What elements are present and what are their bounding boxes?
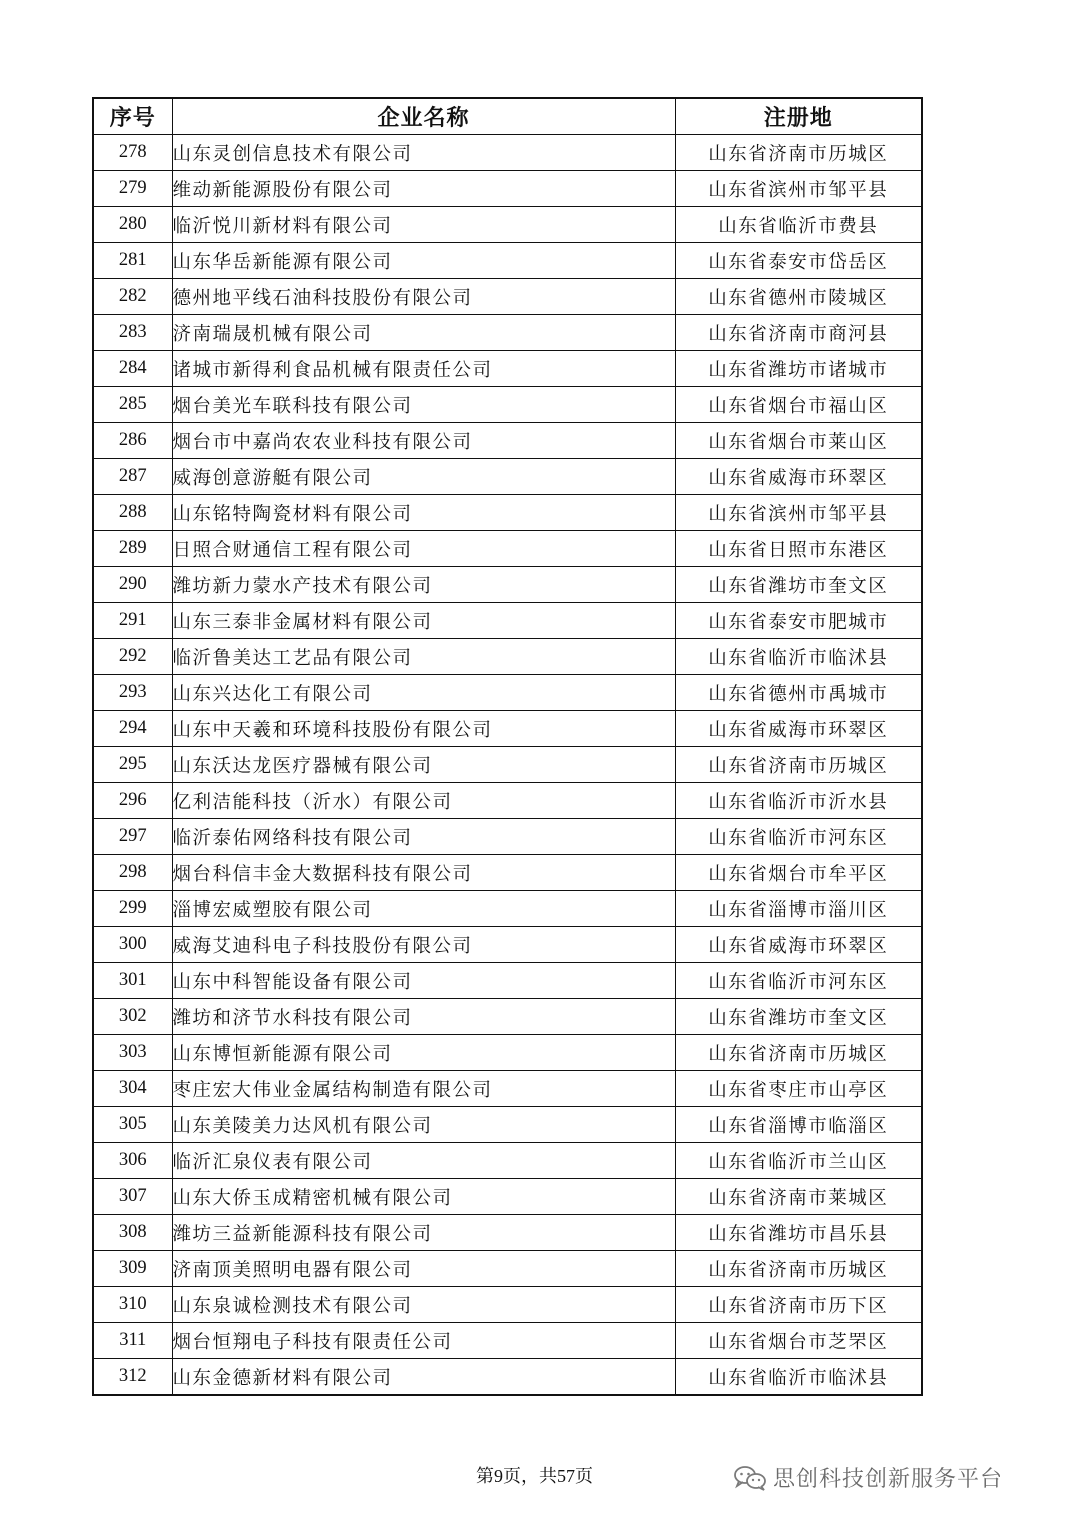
cell-registered-location: 山东省潍坊市奎文区 [675, 999, 922, 1035]
cell-registered-location: 山东省滨州市邹平县 [675, 171, 922, 207]
cell-company-name: 日照合财通信工程有限公司 [172, 531, 675, 567]
cell-registered-location: 山东省济南市历下区 [675, 1287, 922, 1323]
wechat-icon [733, 1465, 767, 1491]
cell-number: 306 [93, 1143, 172, 1179]
cell-registered-location: 山东省潍坊市奎文区 [675, 567, 922, 603]
cell-company-name: 烟台科信丰金大数据科技有限公司 [172, 855, 675, 891]
table-row [93, 747, 922, 783]
cell-company-name: 潍坊新力蒙水产技术有限公司 [172, 567, 675, 603]
cell-company-name: 山东中科智能设备有限公司 [172, 963, 675, 999]
cell-company-name: 山东铭特陶瓷材料有限公司 [172, 495, 675, 531]
table-row [93, 1215, 922, 1251]
table-row [93, 927, 922, 963]
cell-registered-location: 山东省潍坊市诸城市 [675, 351, 922, 387]
cell-company-name: 烟台恒翔电子科技有限责任公司 [172, 1323, 675, 1359]
cell-company-name: 烟台市中嘉尚农农业科技有限公司 [172, 423, 675, 459]
cell-company-name: 山东大侨玉成精密机械有限公司 [172, 1179, 675, 1215]
cell-registered-location: 山东省烟台市福山区 [675, 387, 922, 423]
cell-registered-location: 山东省滨州市邹平县 [675, 495, 922, 531]
cell-registered-location: 山东省日照市东港区 [675, 531, 922, 567]
table-row [93, 1179, 922, 1215]
cell-number: 290 [93, 567, 172, 603]
cell-number: 302 [93, 999, 172, 1035]
table-row [93, 279, 922, 315]
cell-company-name: 诸城市新得利食品机械有限责任公司 [172, 351, 675, 387]
cell-registered-location: 山东省烟台市芝罘区 [675, 1323, 922, 1359]
cell-number: 308 [93, 1215, 172, 1251]
cell-company-name: 威海艾迪科电子科技股份有限公司 [172, 927, 675, 963]
header-company-name: 企业名称 [172, 98, 675, 135]
cell-registered-location: 山东省枣庄市山亭区 [675, 1071, 922, 1107]
cell-number: 311 [93, 1323, 172, 1359]
cell-registered-location: 山东省临沂市兰山区 [675, 1143, 922, 1179]
cell-registered-location: 山东省威海市环翠区 [675, 459, 922, 495]
cell-number: 299 [93, 891, 172, 927]
cell-company-name: 亿利洁能科技（沂水）有限公司 [172, 783, 675, 819]
cell-registered-location: 山东省临沂市费县 [675, 207, 922, 243]
cell-company-name: 济南瑞晟机械有限公司 [172, 315, 675, 351]
table-row [93, 243, 922, 279]
cell-registered-location: 山东省临沂市沂水县 [675, 783, 922, 819]
cell-number: 282 [93, 279, 172, 315]
watermark [733, 1462, 1003, 1493]
cell-number: 284 [93, 351, 172, 387]
cell-number: 294 [93, 711, 172, 747]
table-row [93, 387, 922, 423]
header-number: 序号 [93, 98, 172, 135]
cell-number: 288 [93, 495, 172, 531]
cell-company-name: 德州地平线石油科技股份有限公司 [172, 279, 675, 315]
cell-number: 292 [93, 639, 172, 675]
cell-number: 279 [93, 171, 172, 207]
cell-number: 278 [93, 135, 172, 171]
table-row [93, 1251, 922, 1287]
cell-company-name: 山东美陵美力达风机有限公司 [172, 1107, 675, 1143]
cell-company-name: 山东灵创信息技术有限公司 [172, 135, 675, 171]
cell-number: 283 [93, 315, 172, 351]
table-row [93, 1107, 922, 1143]
table-row [93, 567, 922, 603]
table-row [93, 1071, 922, 1107]
cell-company-name: 烟台美光车联科技有限公司 [172, 387, 675, 423]
cell-number: 281 [93, 243, 172, 279]
cell-company-name: 潍坊三益新能源科技有限公司 [172, 1215, 675, 1251]
cell-registered-location: 山东省泰安市岱岳区 [675, 243, 922, 279]
cell-company-name: 威海创意游艇有限公司 [172, 459, 675, 495]
cell-registered-location: 山东省烟台市莱山区 [675, 423, 922, 459]
cell-number: 286 [93, 423, 172, 459]
cell-company-name: 临沂鲁美达工艺品有限公司 [172, 639, 675, 675]
cell-company-name: 山东博恒新能源有限公司 [172, 1035, 675, 1071]
cell-company-name: 临沂汇泉仪表有限公司 [172, 1143, 675, 1179]
cell-company-name: 临沂悦川新材料有限公司 [172, 207, 675, 243]
cell-number: 309 [93, 1251, 172, 1287]
cell-number: 300 [93, 927, 172, 963]
cell-company-name: 潍坊和济节水科技有限公司 [172, 999, 675, 1035]
table-row [93, 315, 922, 351]
cell-registered-location: 山东省淄博市淄川区 [675, 891, 922, 927]
table-row [93, 495, 922, 531]
table-row [93, 891, 922, 927]
cell-registered-location: 山东省济南市历城区 [675, 1251, 922, 1287]
cell-company-name: 山东华岳新能源有限公司 [172, 243, 675, 279]
watermark-text: 思创科技创新服务平台 [773, 1467, 1004, 1492]
table-row [93, 135, 922, 171]
cell-number: 289 [93, 531, 172, 567]
table-row [93, 819, 922, 855]
table-body [93, 135, 922, 1396]
page-number: 第9页，共57页 [476, 1466, 593, 1486]
cell-registered-location: 山东省淄博市临淄区 [675, 1107, 922, 1143]
table-row [93, 1323, 922, 1359]
cell-number: 295 [93, 747, 172, 783]
table-row [93, 603, 922, 639]
cell-registered-location: 山东省济南市商河县 [675, 315, 922, 351]
cell-number: 291 [93, 603, 172, 639]
cell-registered-location: 山东省临沂市临沭县 [675, 639, 922, 675]
cell-number: 305 [93, 1107, 172, 1143]
cell-number: 301 [93, 963, 172, 999]
cell-registered-location: 山东省威海市环翠区 [675, 711, 922, 747]
cell-registered-location: 山东省泰安市肥城市 [675, 603, 922, 639]
cell-registered-location: 山东省临沂市河东区 [675, 963, 922, 999]
cell-company-name: 山东中天羲和环境科技股份有限公司 [172, 711, 675, 747]
table-row [93, 711, 922, 747]
cell-registered-location: 山东省济南市历城区 [675, 135, 922, 171]
table-row [93, 675, 922, 711]
cell-company-name: 山东泉诚检测技术有限公司 [172, 1287, 675, 1323]
table-row [93, 423, 922, 459]
cell-company-name: 维动新能源股份有限公司 [172, 171, 675, 207]
cell-number: 280 [93, 207, 172, 243]
cell-registered-location: 山东省济南市莱城区 [675, 1179, 922, 1215]
cell-number: 298 [93, 855, 172, 891]
cell-registered-location: 山东省临沂市临沭县 [675, 1359, 922, 1396]
cell-number: 297 [93, 819, 172, 855]
cell-registered-location: 山东省威海市环翠区 [675, 927, 922, 963]
cell-number: 307 [93, 1179, 172, 1215]
cell-company-name: 淄博宏威塑胶有限公司 [172, 891, 675, 927]
table-row [93, 1143, 922, 1179]
header-registered-location: 注册地 [675, 98, 922, 135]
cell-number: 285 [93, 387, 172, 423]
cell-company-name: 临沂泰佑网络科技有限公司 [172, 819, 675, 855]
table-row [93, 783, 922, 819]
enterprise-table [92, 97, 923, 1396]
cell-registered-location: 山东省烟台市牟平区 [675, 855, 922, 891]
cell-company-name: 枣庄宏大伟业金属结构制造有限公司 [172, 1071, 675, 1107]
cell-number: 293 [93, 675, 172, 711]
cell-company-name: 山东金德新材料有限公司 [172, 1359, 675, 1396]
cell-registered-location: 山东省济南市历城区 [675, 1035, 922, 1071]
cell-number: 296 [93, 783, 172, 819]
cell-registered-location: 山东省济南市历城区 [675, 747, 922, 783]
table-row [93, 999, 922, 1035]
cell-number: 303 [93, 1035, 172, 1071]
cell-number: 310 [93, 1287, 172, 1323]
table-row [93, 639, 922, 675]
table-row [93, 531, 922, 567]
table-row [93, 207, 922, 243]
cell-company-name: 山东三泰非金属材料有限公司 [172, 603, 675, 639]
table-row [93, 171, 922, 207]
cell-registered-location: 山东省德州市禹城市 [675, 675, 922, 711]
table-header-row [93, 98, 922, 135]
table-row [93, 1287, 922, 1323]
cell-number: 287 [93, 459, 172, 495]
cell-registered-location: 山东省临沂市河东区 [675, 819, 922, 855]
table-row [93, 459, 922, 495]
cell-registered-location: 山东省德州市陵城区 [675, 279, 922, 315]
table-row [93, 855, 922, 891]
cell-company-name: 山东沃达龙医疗器械有限公司 [172, 747, 675, 783]
table-row [93, 963, 922, 999]
table-row [93, 1359, 922, 1396]
cell-number: 312 [93, 1359, 172, 1396]
table-row [93, 351, 922, 387]
table-row [93, 1035, 922, 1071]
cell-registered-location: 山东省潍坊市昌乐县 [675, 1215, 922, 1251]
cell-company-name: 山东兴达化工有限公司 [172, 675, 675, 711]
cell-number: 304 [93, 1071, 172, 1107]
cell-company-name: 济南顶美照明电器有限公司 [172, 1251, 675, 1287]
